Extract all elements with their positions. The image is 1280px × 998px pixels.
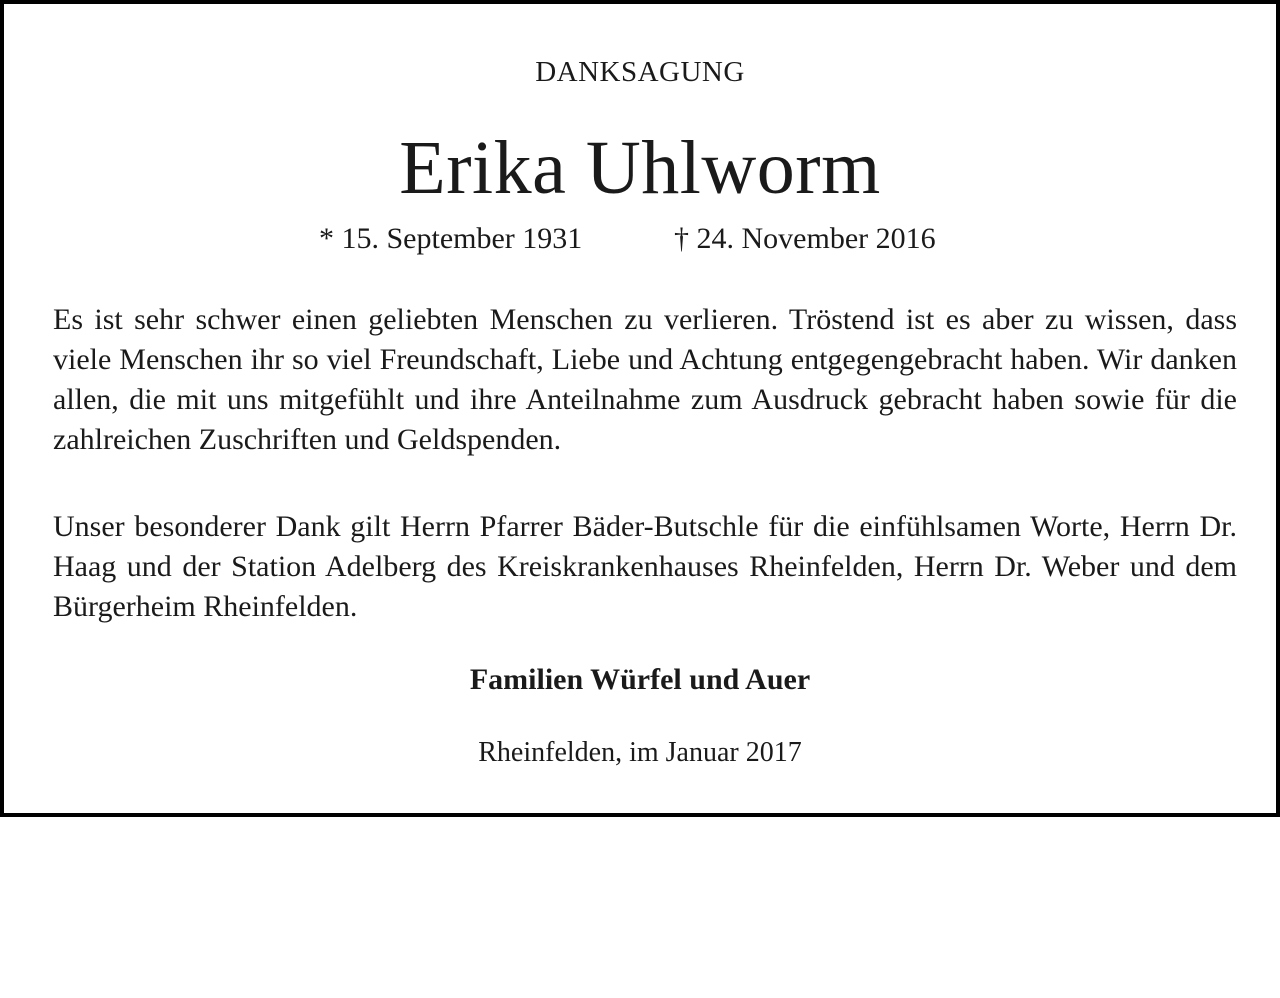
thanks-paragraph-1: Es ist sehr schwer einen geliebten Menschen zu verlieren. Tröstend ist es aber zu wissen, dass viele Menschen ihr so viel Freundschaft, Liebe und Achtung entgegengebracht haben. Wir danken allen, die mit uns mitgefühlt und ihre Anteilnahme zum Ausdruck gebracht haben sowie für die zahlreichen Zuschriften und Geldspenden. (53, 303, 1237, 456)
thanks-paragraph-2: Unser besonderer Dank gilt Herrn Pfarrer Bäder-Butschle für die einfühlsamen Worte, Herrn Dr. Haag und der Station Adelberg des Kreiskrankenhauses Rheinfelden, Herrn Dr. Weber und dem Bürgerheim Rheinfelden. (53, 510, 1237, 623)
deceased-name: Erika Uhlworm (399, 126, 881, 210)
death-date: † 24. November 2016 (674, 222, 936, 255)
notice-heading: DANKSAGUNG (535, 56, 745, 88)
family-signature: Familien Würfel und Auer (469, 663, 811, 696)
place-and-date: Rheinfelden, im Januar 2017 (478, 737, 802, 768)
birth-date: * 15. September 1931 (319, 222, 583, 255)
